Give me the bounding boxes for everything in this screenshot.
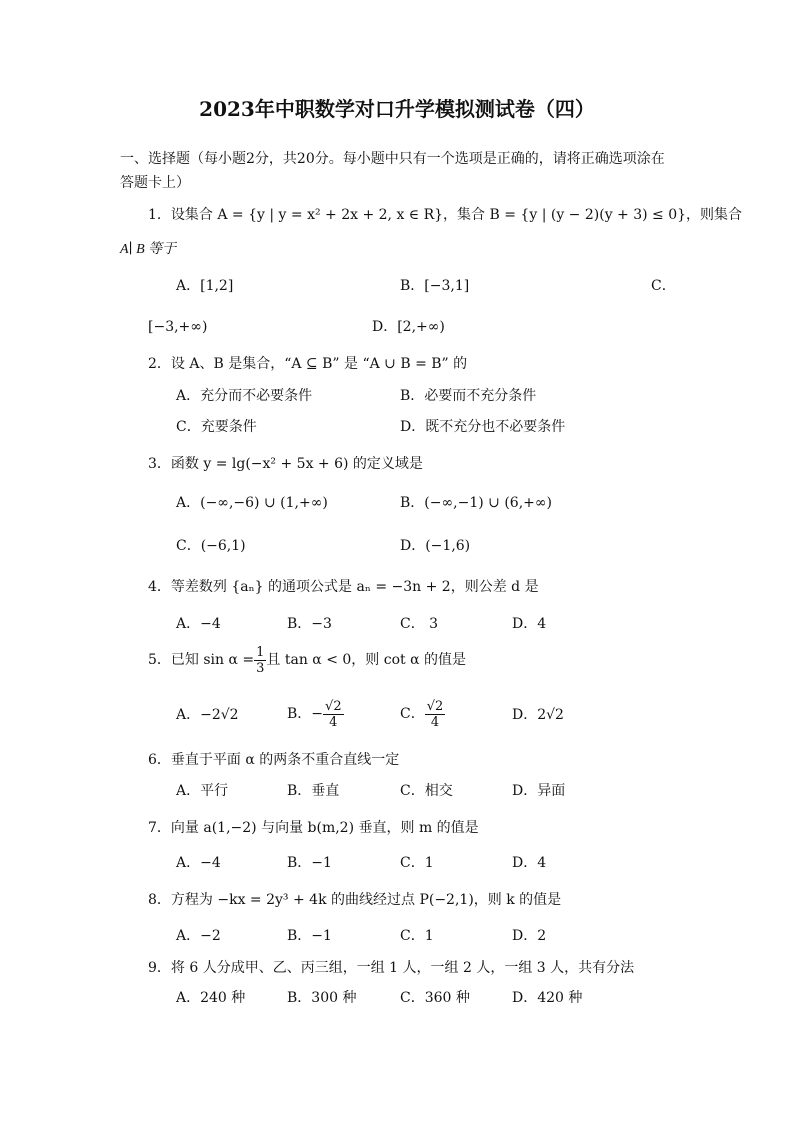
q1-option-c: C． <box>651 278 676 294</box>
q2-option-a: A．充分而不必要条件 <box>176 388 313 404</box>
q9-option-a: A．240 种 <box>176 990 246 1006</box>
q5-stem-pre: 5．已知 sin α = <box>148 652 255 668</box>
q2-option-d: D．既不充分也不必要条件 <box>400 419 566 435</box>
q5-fraction-numerator: 1 <box>256 644 265 660</box>
q5-option-c-denominator: 4 <box>430 714 440 730</box>
q5-option-c-fraction <box>425 699 446 730</box>
q9-stem: 9．将 6 人分成甲、乙、丙三组，一组 1 人，一组 2 人，一组 3 人，共有分法 <box>148 960 635 976</box>
page-title: 2023年中职数学对口升学模拟测试卷（四） <box>199 97 595 121</box>
q6-option-c: C．相交 <box>400 783 453 799</box>
q8-option-a: A．−2 <box>176 928 221 944</box>
q7-option-c: C．1 <box>400 855 434 871</box>
q9-option-d: D．420 种 <box>512 990 583 1006</box>
q6-option-d: D．异面 <box>512 783 566 799</box>
q5-option-b-denominator: 4 <box>329 714 338 730</box>
q3-option-b: B．(−∞,−1) ∪ (6,+∞) <box>400 495 552 511</box>
q5-option-b-numerator: √2 <box>325 698 342 714</box>
q6-option-b: B．垂直 <box>287 783 340 799</box>
q1-stem-cont: A∣ B 等于 <box>120 242 177 257</box>
q5-fraction <box>254 645 266 676</box>
q5-option-b <box>287 690 344 738</box>
q5-option-c <box>400 690 445 738</box>
q6-option-a: A．平行 <box>176 783 229 799</box>
q3-stem: 3．函数 y = lg(−x² + 5x + 6) 的定义域是 <box>148 456 423 472</box>
q5-option-a: A．−2√2 <box>176 707 239 723</box>
q4-option-b: B．−3 <box>287 616 332 632</box>
q5-option-c-prefix: C． <box>400 706 425 722</box>
q1-stem: 1．设集合 A = {y | y = x² + 2x + 2, x ∈ R}，集合 B = {y | (y − 2)(y + 3) ≤ 0}，则集合 <box>148 207 743 223</box>
q4-stem: 4．等差数列 {aₙ} 的通项公式是 aₙ = −3n + 2，则公差 d 是 <box>148 579 539 595</box>
section-instructions-line1: 一、选择题（每小题2分，共20分。每小题中只有一个选项是正确的，请将正确选项涂在 <box>120 151 665 167</box>
q8-option-b: B．−1 <box>287 928 332 944</box>
q3-option-c: C．(−6,1) <box>176 538 246 554</box>
q4-option-d: D．4 <box>512 616 547 632</box>
q2-option-b: B．必要而不充分条件 <box>400 388 537 404</box>
q8-option-d: D．2 <box>512 928 547 944</box>
q3-option-a: A．(−∞,−6) ∪ (1,+∞) <box>176 495 328 511</box>
q4-option-a: A．−4 <box>176 616 221 632</box>
section-instructions-line2: 答题卡上） <box>120 175 190 191</box>
q7-stem: 7．向量 a(1,−2) 与向量 b(m,2) 垂直，则 m 的值是 <box>148 820 479 836</box>
q3-option-d: D．(−1,6) <box>400 538 471 554</box>
q6-stem: 6．垂直于平面 α 的两条不重合直线一定 <box>148 752 400 768</box>
q7-option-a: A．−4 <box>176 855 221 871</box>
q1-option-d: D．[2,+∞) <box>372 319 445 335</box>
q5-option-c-numerator: √2 <box>426 698 444 714</box>
q1-option-a: A．[1,2] <box>176 278 234 294</box>
q5-fraction-denominator: 3 <box>256 660 265 676</box>
q2-option-c: C．充要条件 <box>176 419 257 435</box>
q4-option-c: C． 3 <box>400 616 439 632</box>
q5-stem-post: 且 tan α < 0，则 cot α 的值是 <box>266 652 466 668</box>
q5-stem <box>148 642 466 678</box>
q9-option-c: C．360 种 <box>400 990 470 1006</box>
q8-option-c: C．1 <box>400 928 434 944</box>
q1-option-c-value: [−3,+∞) <box>148 319 208 335</box>
q1-option-b: B．[−3,1] <box>400 278 470 294</box>
q7-option-d: D．4 <box>512 855 547 871</box>
q7-option-b: B．−1 <box>287 855 332 871</box>
q5-option-d: D．2√2 <box>512 707 564 723</box>
q5-option-b-fraction <box>323 699 344 730</box>
q5-option-b-prefix: B．− <box>287 706 324 722</box>
q2-stem: 2．设 A、B 是集合，“A ⊆ B” 是 “A ∪ B = B” 的 <box>148 356 468 372</box>
q8-stem: 8．方程为 −kx = 2y³ + 4k 的曲线经过点 P(−2,1)，则 k 的值是 <box>148 892 562 908</box>
q9-option-b: B．300 种 <box>287 990 357 1006</box>
